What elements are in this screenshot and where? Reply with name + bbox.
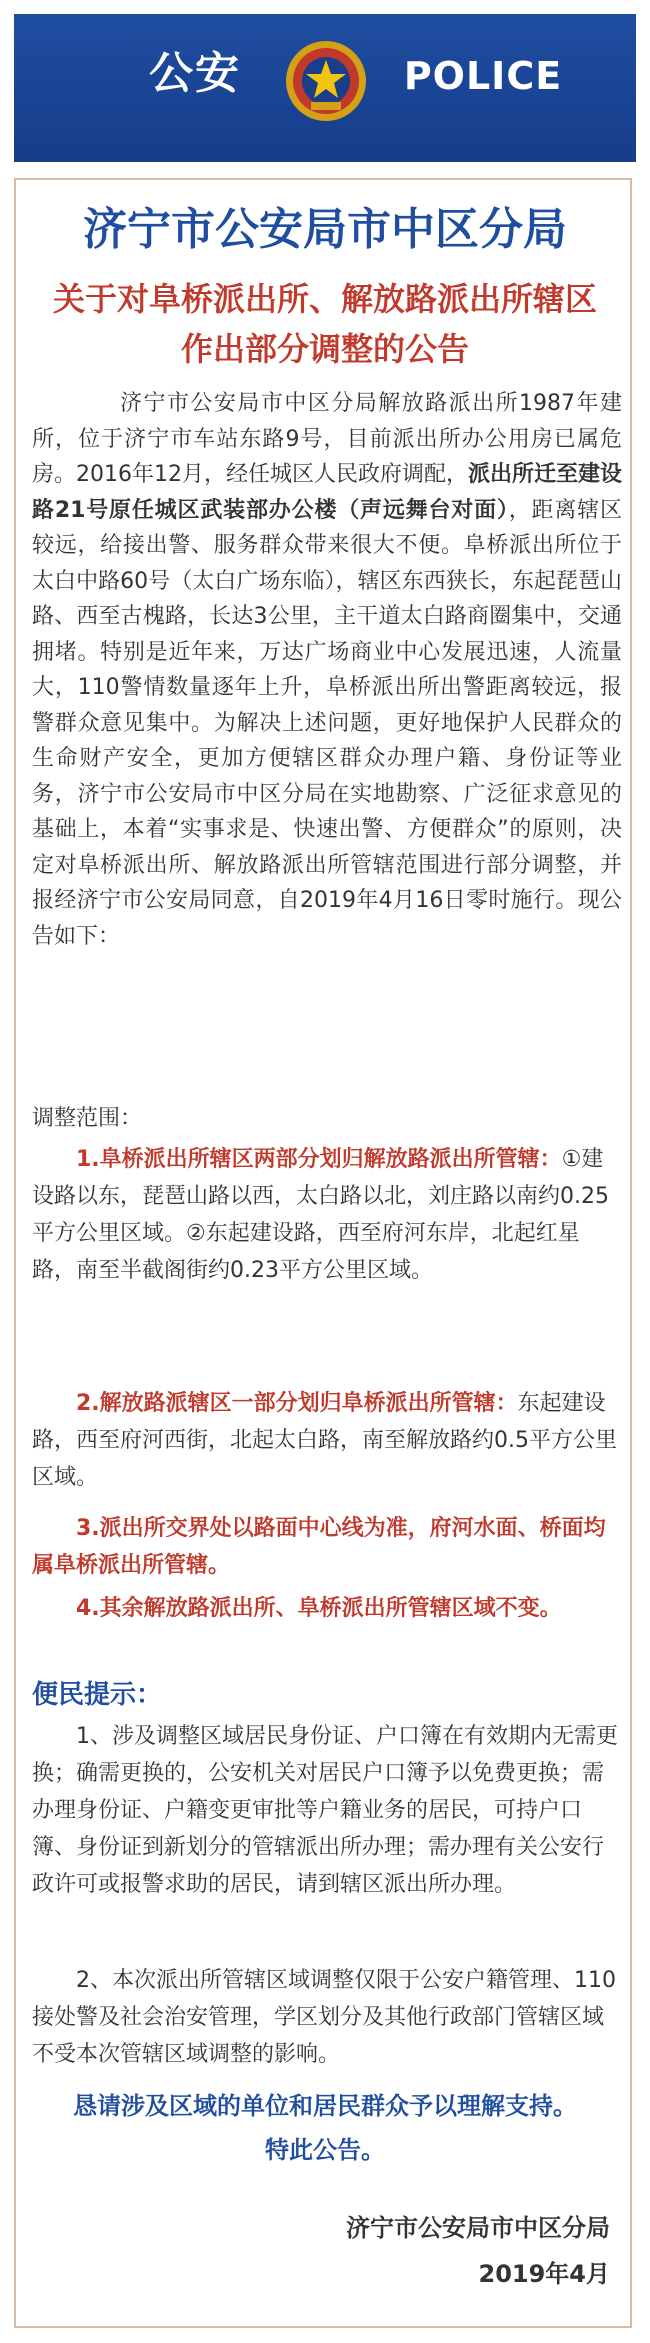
adjust-item-4 bbox=[32, 1590, 622, 1627]
adjustment-range-label: 调整范围： bbox=[32, 1106, 143, 1131]
adjust-item-3 bbox=[32, 1510, 622, 1584]
banner-right-text: POLICE bbox=[403, 54, 563, 98]
tip-2: 2、本次派出所管辖区域调整仅限于公安户籍管理、110接处警及社会治安管理，学区划分及其他行政部门管辖区域不受本次管辖区域调整的影响。 bbox=[32, 1968, 616, 2067]
item-4-heading: 4.其余解放路派出所、阜桥派出所管辖区域不变。 bbox=[76, 1596, 562, 1621]
intro-text-bold: 派出所迁至建设路21号原任城区武装部办公楼（声远舞台对面） bbox=[32, 462, 622, 523]
banner-left-text: 公安 bbox=[149, 48, 241, 99]
adjust-item-2 bbox=[32, 1385, 622, 1496]
signature-org: 济宁市公安局市中区分局 bbox=[346, 2214, 610, 2242]
intro-paragraph bbox=[32, 386, 622, 954]
adjust-item-1 bbox=[32, 1141, 622, 1289]
closing-appeal: 恳请涉及区域的单位和居民群众予以理解支持。 bbox=[73, 2092, 577, 2120]
item-2-heading: 2.解放路派辖区一部分划归阜桥派出所管辖： bbox=[76, 1391, 518, 1416]
item-1-heading: 1.阜桥派出所辖区两部分划归解放路派出所管辖： bbox=[76, 1147, 562, 1172]
item-2-text: 东起建设路，西至府河西街，北起太白路，南至解放路约0.5平方公里区域。 bbox=[32, 1391, 617, 1490]
item-1-text: ①建设路以东，琵琶山路以西，太白路以北，刘庄路以南约0.25平方公里区域。②东起建设路，西至府河东岸，北起红星路，南至半截阁街约0.23平方公里区域。 bbox=[32, 1147, 609, 1283]
notice-subtitle-line1: 关于对阜桥派出所、解放路派出所辖区 bbox=[52, 280, 597, 318]
tip-1: 1、涉及调整区域居民身份证、户口簿在有效期内无需更换；确需更换的，公安机关对居民户口簿予以免费更换；需办理身份证、户籍变更审批等户籍业务的居民，可持户口簿、身份证到新划分的管辖派出所办理；需办理有关公安行政许可或报警求助的居民，请到辖区派出所办理。 bbox=[32, 1724, 618, 1897]
item-3-heading: 3.派出所交界处以路面中心线为准，府河水面、桥面均属阜桥派出所管辖。 bbox=[32, 1516, 606, 1578]
notice-subtitle-line2: 作出部分调整的公告 bbox=[180, 330, 469, 368]
intro-text-a: 济宁市公安局市中区分局解放路派出所1987年建所，位于济宁市车站东路9号，目前派出所办公用房已属危房。2016年12月，经任城区人民政府调配， bbox=[32, 391, 622, 487]
police-emblem-icon bbox=[283, 38, 369, 124]
page-title: 济宁市公安局市中区分局 bbox=[83, 204, 567, 255]
closing-notice: 特此公告。 bbox=[265, 2136, 385, 2164]
tips-heading: 便民提示： bbox=[32, 1680, 163, 1710]
signature-date: 2019年4月 bbox=[478, 2260, 610, 2288]
intro-text-b: ，距离辖区较远，给接出警、服务群众带来很大不便。阜桥派出所位于太白中路60号（太白广场东临），辖区东西狭长，东起琵琶山路、西至古槐路，长达3公里，主干道太白路商圈集中，交通拥堵。特别是近年来，万达广场商业中心发展迅速，人流量大，110警情数量逐年上升，阜桥派出所出警距离较远，报警群众意见集中。为解决上述问题，更好地保护人民群众的生命财产安全，更加方便辖区群众办理户籍、身份证等业务，济宁市公安局市中区分局在实地勘察、广泛征求意见的基础上，本着“实事求是、快速出警、方便群众”的原则，决定对阜桥派出所、解放路派出所管辖范围进行部分调整，并报经济宁市公安局同意，自2019年4月16日零时施行。现公告如下： bbox=[32, 497, 622, 949]
